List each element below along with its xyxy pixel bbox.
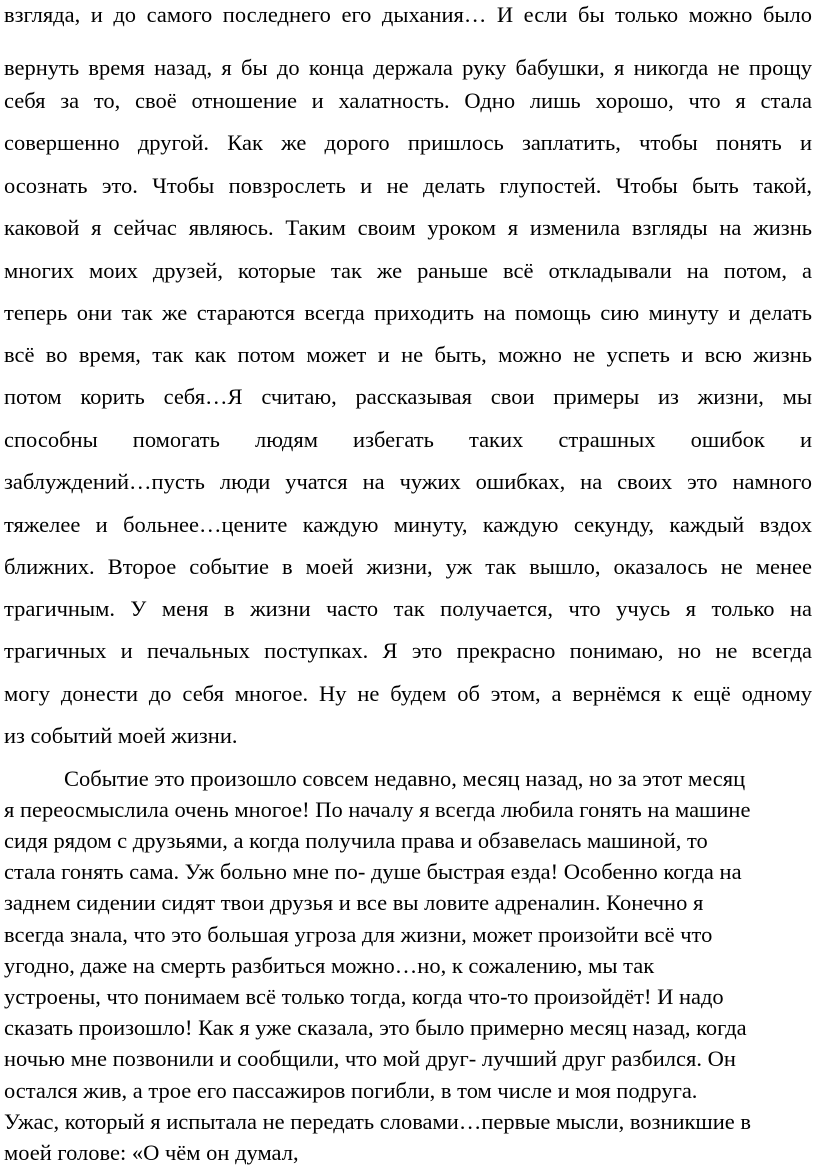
- text-line: сидя рядом с друзьями, а когда получила права и обзавелась машиной, то: [4, 828, 708, 853]
- text-line: трагичным. У меня в жизни часто так получается, что учусь я только на: [4, 596, 812, 621]
- text-line: способны помогать людям избегать таких страшных ошибок и: [4, 427, 812, 452]
- text-line: Ужас, который я испытала не передать словами…первые мысли, возникшие в: [4, 1109, 752, 1134]
- text-line: угодно, даже на смерть разбиться можно…но, к сожалению, мы так: [4, 953, 655, 978]
- text-line: я переосмыслила очень многое! По началу я всегда любила гонять на машине: [4, 797, 751, 822]
- text-line: вернуть время назад, я бы до конца держала руку бабушки, я никогда не прощу: [4, 55, 812, 80]
- text-line: многих моих друзей, которые так же раньше всё откладывали на потом, а: [4, 258, 812, 283]
- text-line: взгляда, и до самого последнего его дыхания… И если бы только можно было: [4, 2, 812, 27]
- text-line: всегда знала, что это большая угроза для жизни, может произойти всё что: [4, 922, 713, 947]
- text-line: тяжелее и больнее…цените каждую минуту, каждую секунду, каждый вздох: [4, 512, 812, 537]
- text-line: заднем сидении сидят твои друзья и все вы ловите адреналин. Конечно я: [4, 890, 704, 915]
- text-line: заблуждений…пусть люди учатся на чужих ошибках, на своих это намного: [4, 469, 812, 494]
- text-line: Событие это произошло совсем недавно, месяц назад, но за этот месяц: [64, 766, 746, 791]
- text-line: всё во время, так как потом может и не быть, можно не успеть и всю жизнь: [4, 342, 812, 367]
- text-line: осознать это. Чтобы повзрослеть и не делать глупостей. Чтобы быть такой,: [4, 173, 812, 198]
- text-line: моей голове: «О чём он думал,: [4, 1140, 299, 1165]
- text-line: могу донести до себя многое. Ну не будем об этом, а вернёмся к ещё одному: [4, 681, 812, 706]
- text-line: остался жив, а трое его пассажиров погибли, в том числе и моя подруга.: [4, 1078, 698, 1103]
- text-line: трагичных и печальных поступках. Я это прекрасно понимаю, но не всегда: [4, 638, 812, 663]
- text-line: потом корить себя…Я считаю, рассказывая свои примеры из жизни, мы: [4, 384, 812, 409]
- text-line: стала гонять сама. Уж больно мне по- душе быстрая езда! Особенно когда на: [4, 859, 742, 884]
- text-line: совершенно другой. Как же дорого пришлось заплатить, чтобы понять и: [4, 130, 812, 155]
- text-line: ночью мне позвонили и сообщили, что мой друг- лучший друг разбился. Он: [4, 1046, 736, 1071]
- text-line: каковой я сейчас являюсь. Таким своим уроком я изменила взгляды на жизнь: [4, 215, 812, 240]
- text-line: устроены, что понимаем всё только тогда, когда что-то произойдёт! И надо: [4, 984, 724, 1009]
- text-line: сказать произошло! Как я уже сказала, это было примерно месяц назад, когда: [4, 1015, 747, 1040]
- text-line: ближних. Второе событие в моей жизни, уж так вышло, оказалось не менее: [4, 554, 812, 579]
- text-line: теперь они так же стараются всегда приходить на помощь сию минуту и делать: [4, 300, 812, 325]
- text-line: себя за то, своё отношение и халатность. Одно лишь хорошо, что я стала: [4, 88, 812, 113]
- text-line: из событий моей жизни.: [4, 723, 238, 748]
